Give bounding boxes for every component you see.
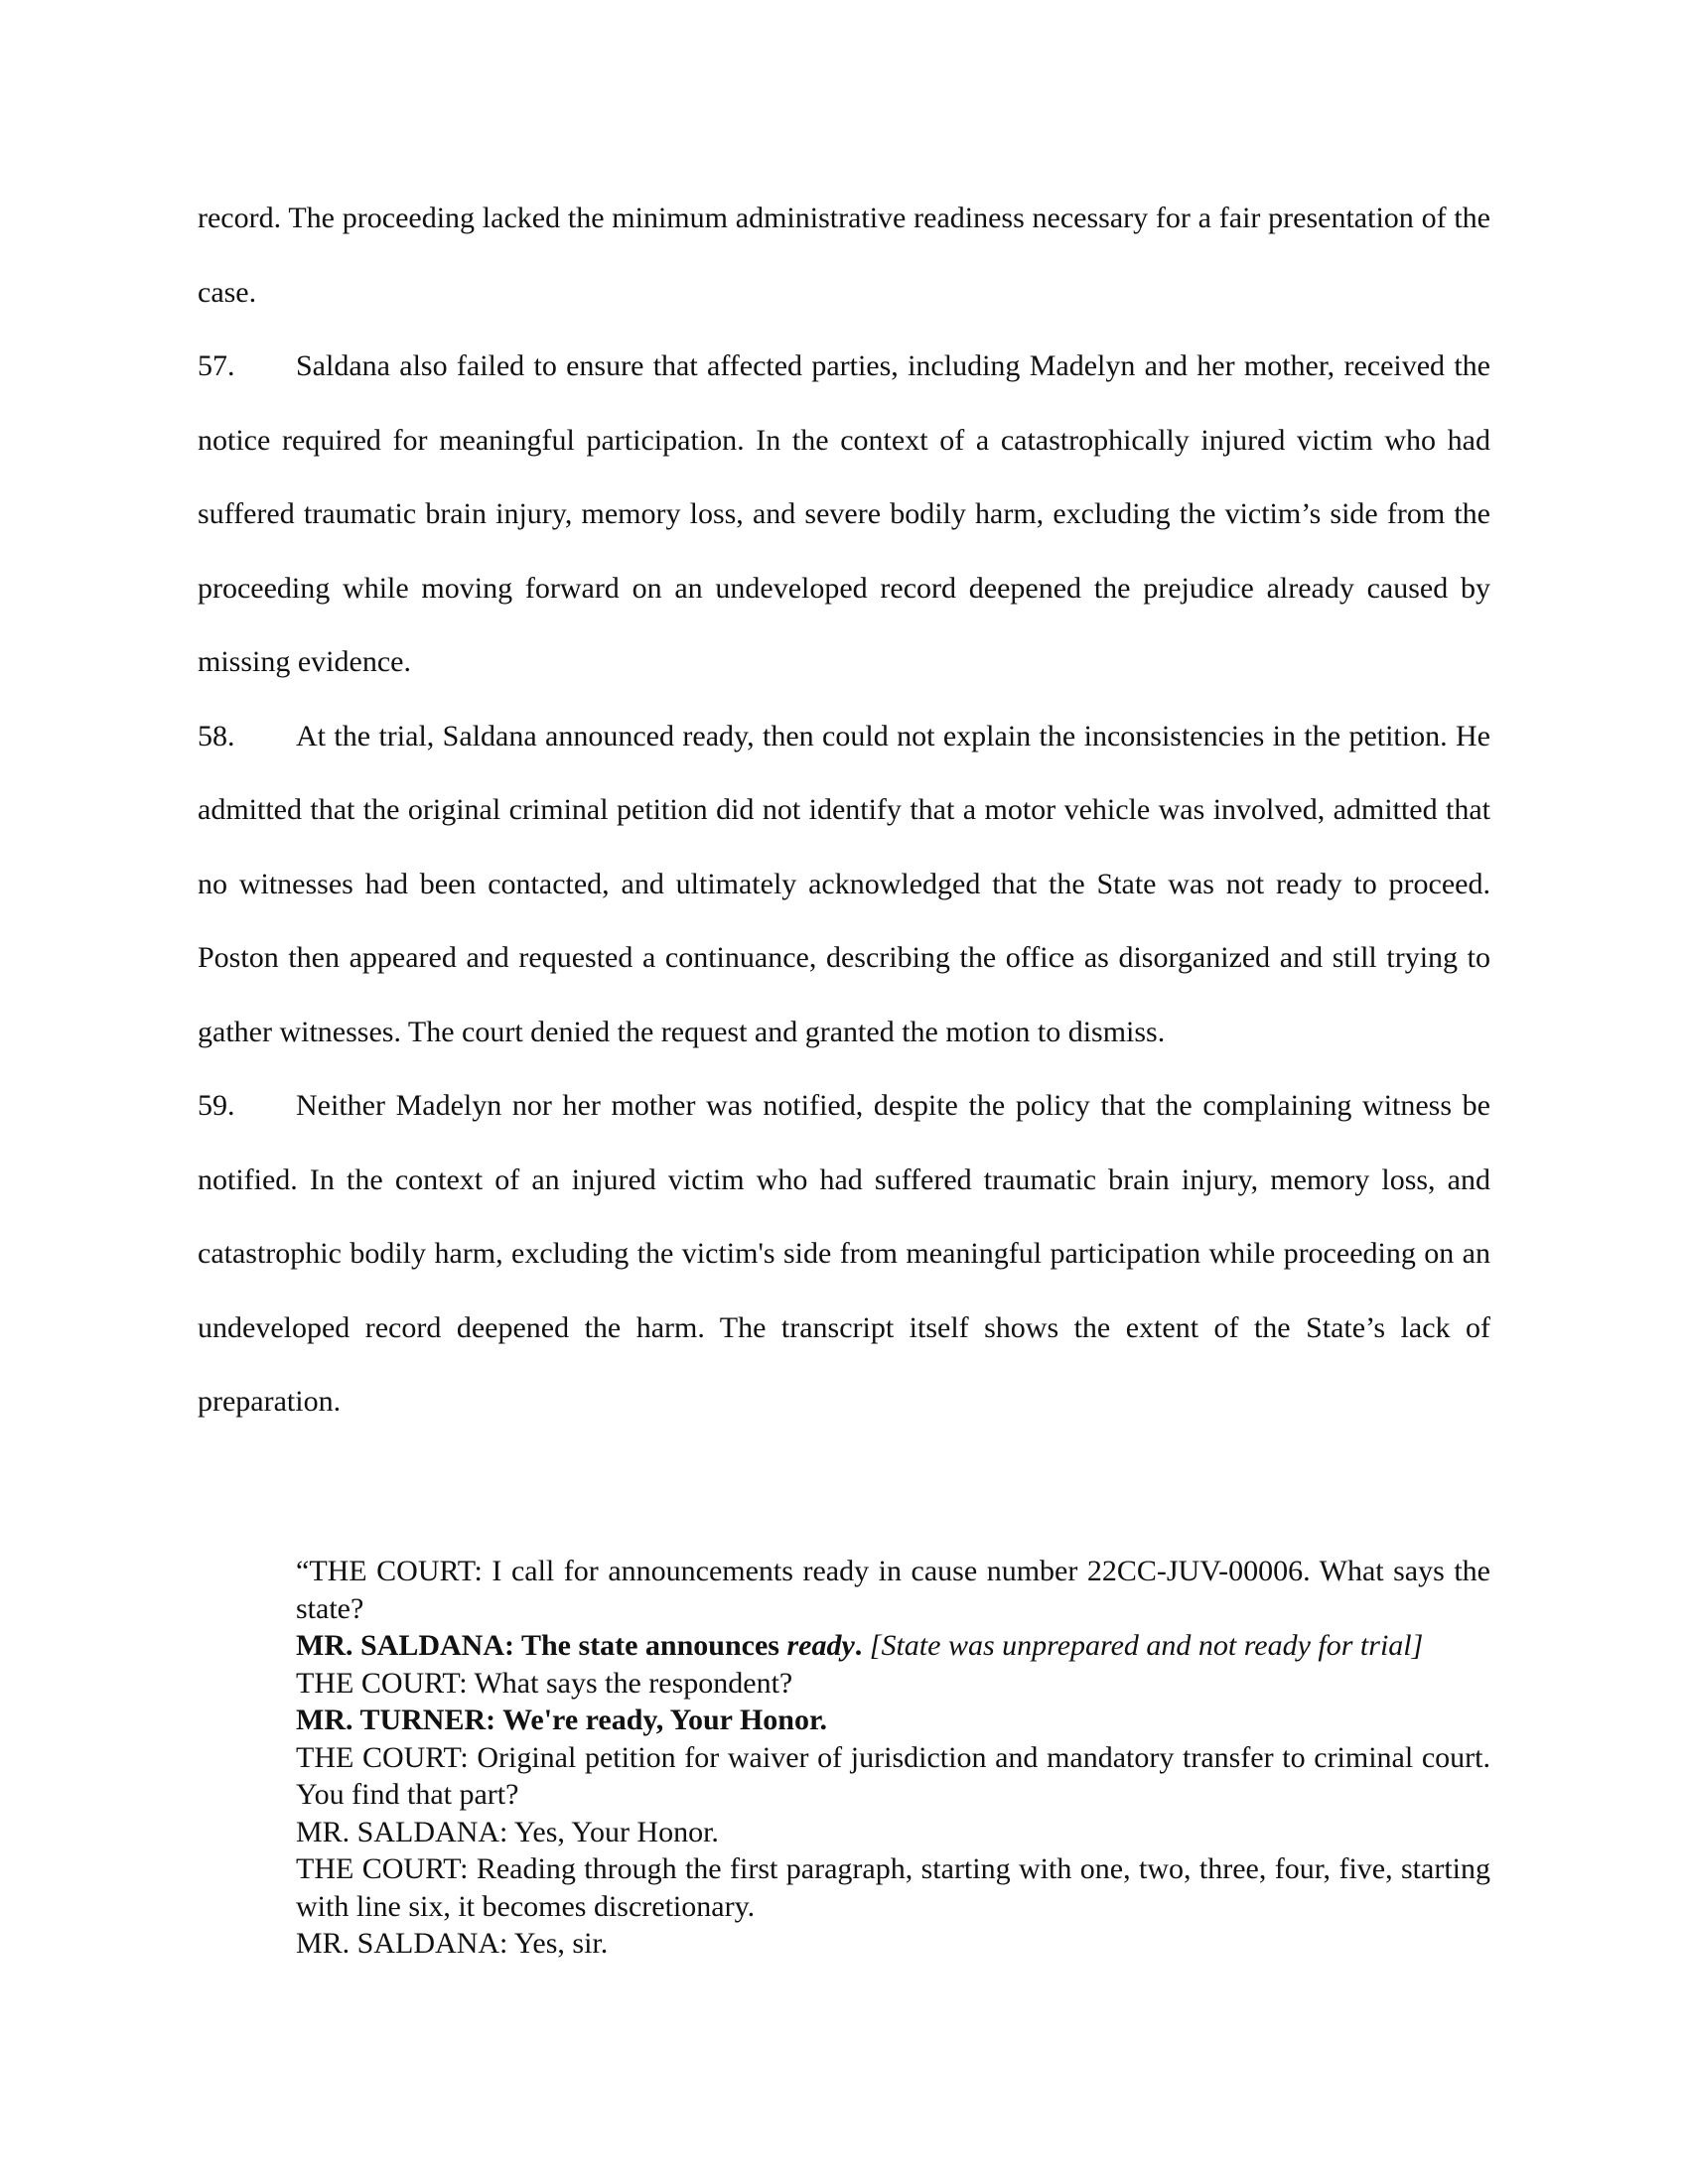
transcript-line: MR. SALDANA: Yes, Your Honor.: [296, 1815, 719, 1848]
transcript-punctuation: .: [854, 1629, 863, 1662]
paragraph-number: 58.: [198, 719, 235, 752]
transcript-line: THE COURT: Original petition for waiver of jurisdiction and mandatory transfer to criminal court. You find that part?: [296, 1740, 1490, 1811]
transcript-line: THE COURT: Reading through the first paragraph, starting with one, two, three, four, five, starting with line six, it becomes discretionary.: [296, 1852, 1490, 1923]
paragraph-text: record. The proceeding lacked the minimum administrative readiness necessary for a fair presentation of the case.: [198, 202, 1490, 309]
transcript-line: MR. TURNER: We're ready, Your Honor.: [296, 1704, 828, 1736]
editorial-note: [State was unprepared and not ready for trial]: [869, 1629, 1424, 1662]
paragraph-text: Saldana also failed to ensure that affected parties, including Madelyn and her mother, received the notice required for meaningful participation. In the context of a catastrophically injured victim who had suffered traumatic brain injury, memory loss, and severe bodily harm, excluding the victim’s side from the proceeding while moving forward on an undeveloped record deepened the prejudice already caused by missing evidence.: [198, 349, 1490, 678]
transcript-emphasis: ready: [786, 1629, 855, 1662]
paragraph-number: 59.: [198, 1089, 235, 1122]
transcript-speaker-text: MR. SALDANA: The state announces: [296, 1629, 787, 1662]
transcript-line: “THE COURT: I call for announcements ready in cause number 22CC-JUV-00006. What says the state?: [296, 1555, 1490, 1625]
paragraph-continued: [198, 182, 1490, 330]
paragraph-59: [198, 1069, 1490, 1439]
paragraph-text: Neither Madelyn nor her mother was notified, despite the policy that the complaining witness be notified. In the context of an injured victim who had suffered traumatic brain injury, memory loss, and catastrophic bodily harm, excluding the victim's side from meaningful participation while proceeding on an undeveloped record deepened the harm. The transcript itself shows the extent of the State’s lack of preparation.: [198, 1089, 1490, 1418]
transcript-block-quote: [296, 1553, 1490, 1963]
paragraph-57: [198, 330, 1490, 700]
paragraph-text: At the trial, Saldana announced ready, then could not explain the inconsistencies in the petition. He admitted that the original criminal petition did not identify that a motor vehicle was involved, admitted that no witnesses had been contacted, and ultimately acknowledged that the State was not ready to proceed. Poston then appeared and requested a continuance, describing the office as disorganized and still trying to gather witnesses. The court denied the request and granted the motion to dismiss.: [198, 719, 1490, 1048]
transcript-line: THE COURT: What says the respondent?: [296, 1666, 793, 1700]
paragraph-number: 57.: [198, 349, 235, 382]
body-text: [198, 182, 1490, 1439]
paragraph-58: [198, 700, 1490, 1070]
transcript-line: MR. SALDANA: Yes, sir.: [296, 1927, 609, 1960]
transcript-line: [296, 1627, 1490, 1665]
